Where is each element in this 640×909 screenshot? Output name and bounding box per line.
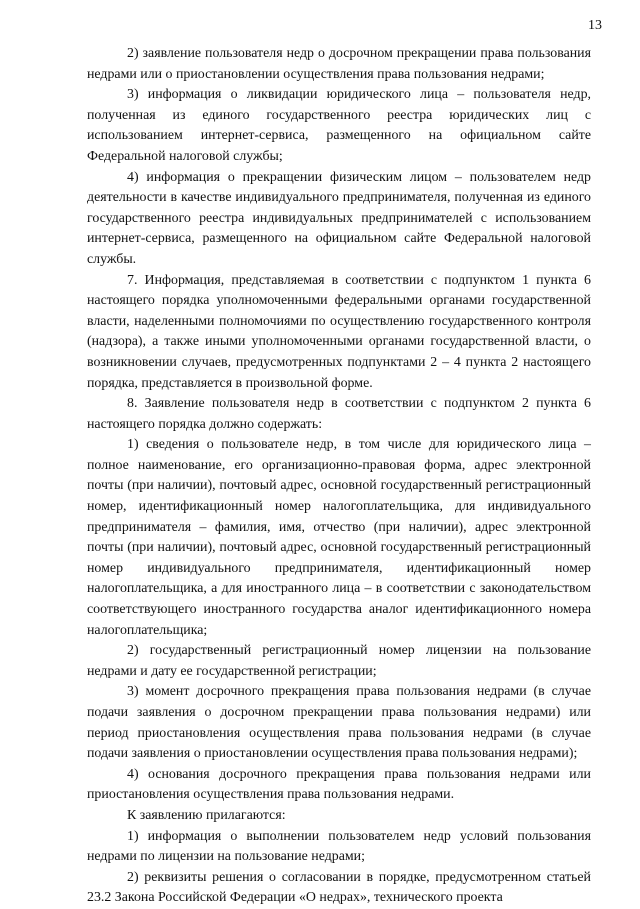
paragraph-attachments-intro: К заявлению прилагаются: [127,807,286,823]
paragraph-subitem-3: 3) момент досрочного прекращения права пользования недрами (в случае подачи заявления о досрочном прекращении права пользования недрами) или период приостановления осуществления права пользования недрами (в случае подачи заявления о приостановлении осуществления права пользования недрами); [87,684,591,762]
document-body [87,44,591,909]
paragraph-item-3: 3) информация о ликвидации юридического лица – пользователя недр, полученная из единого государственного реестра юридических лиц с использованием интернет-сервиса, размещенного на официальном сайте Федеральной налоговой службы; [87,87,591,164]
page-number: 13 [588,18,602,33]
paragraph-attachment-1: 1) информация о выполнении пользователем недр условий пользования недрами по лицензии на пользование недрами; [87,828,591,865]
paragraph-subitem-4: 4) основания досрочного прекращения права пользования недрами или приостановления осуществления права пользования недрами. [87,766,591,803]
paragraph-attachment-2: 2) реквизиты решения о согласовании в порядке, предусмотренном статьей 23.2 Закона Российской Федерации «О недрах», технического проекта [87,869,591,906]
paragraph-clause-8: 8. Заявление пользователя недр в соответствии с подпунктом 2 пункта 6 настоящего порядка должно содержать: [87,396,591,432]
paragraph-subitem-1: 1) сведения о пользователе недр, в том числе для юридического лица – полное наименование, его организационно-правовая форма, адрес электронной почты (при наличии), почтовый адрес, основной государственный регистрационный номер, идентификационный номер налогоплательщика, для индивидуального предпринимателя – фамилия, имя, отчество (при наличии), адрес электронной почты (при наличии), почтовый адрес, основной государственный регистрационный номер индивидуального предпринимателя, идентификационный номер налогоплательщика, а для иностранного лица – в соответствии с законодательством соответствующего иностранного государства аналог идентификационного номера налогоплательщика; [87,437,591,638]
paragraph-subitem-2: 2) государственный регистрационный номер лицензии на пользование недрами и дату ее государственной регистрации; [87,643,591,679]
paragraph-item-4: 4) информация о прекращении физическим лицом – пользователем недр деятельности в качестве индивидуального предпринимателя, полученная из единого государственного реестра индивидуальных предпринимателей с использованием интернет-сервиса, размещенного на официальном сайте Федеральной налоговой службы. [87,169,591,267]
paragraph-item-2: 2) заявление пользователя недр о досрочном прекращении права пользования недрами или о приостановлении осуществления права пользования недрами; [87,46,591,82]
paragraph-clause-7: 7. Информация, представляемая в соответствии с подпунктом 1 пункта 6 настоящего порядка уполномоченными федеральными органами государственной власти, наделенными полномочиями по осуществлению государственного контроля (надзора), а также иными уполномоченными органами государственной власти, о возникновении случаев, предусмотренных подпунктами 2 – 4 пункта 2 настоящего порядка, представляется в произвольной форме. [87,272,591,391]
